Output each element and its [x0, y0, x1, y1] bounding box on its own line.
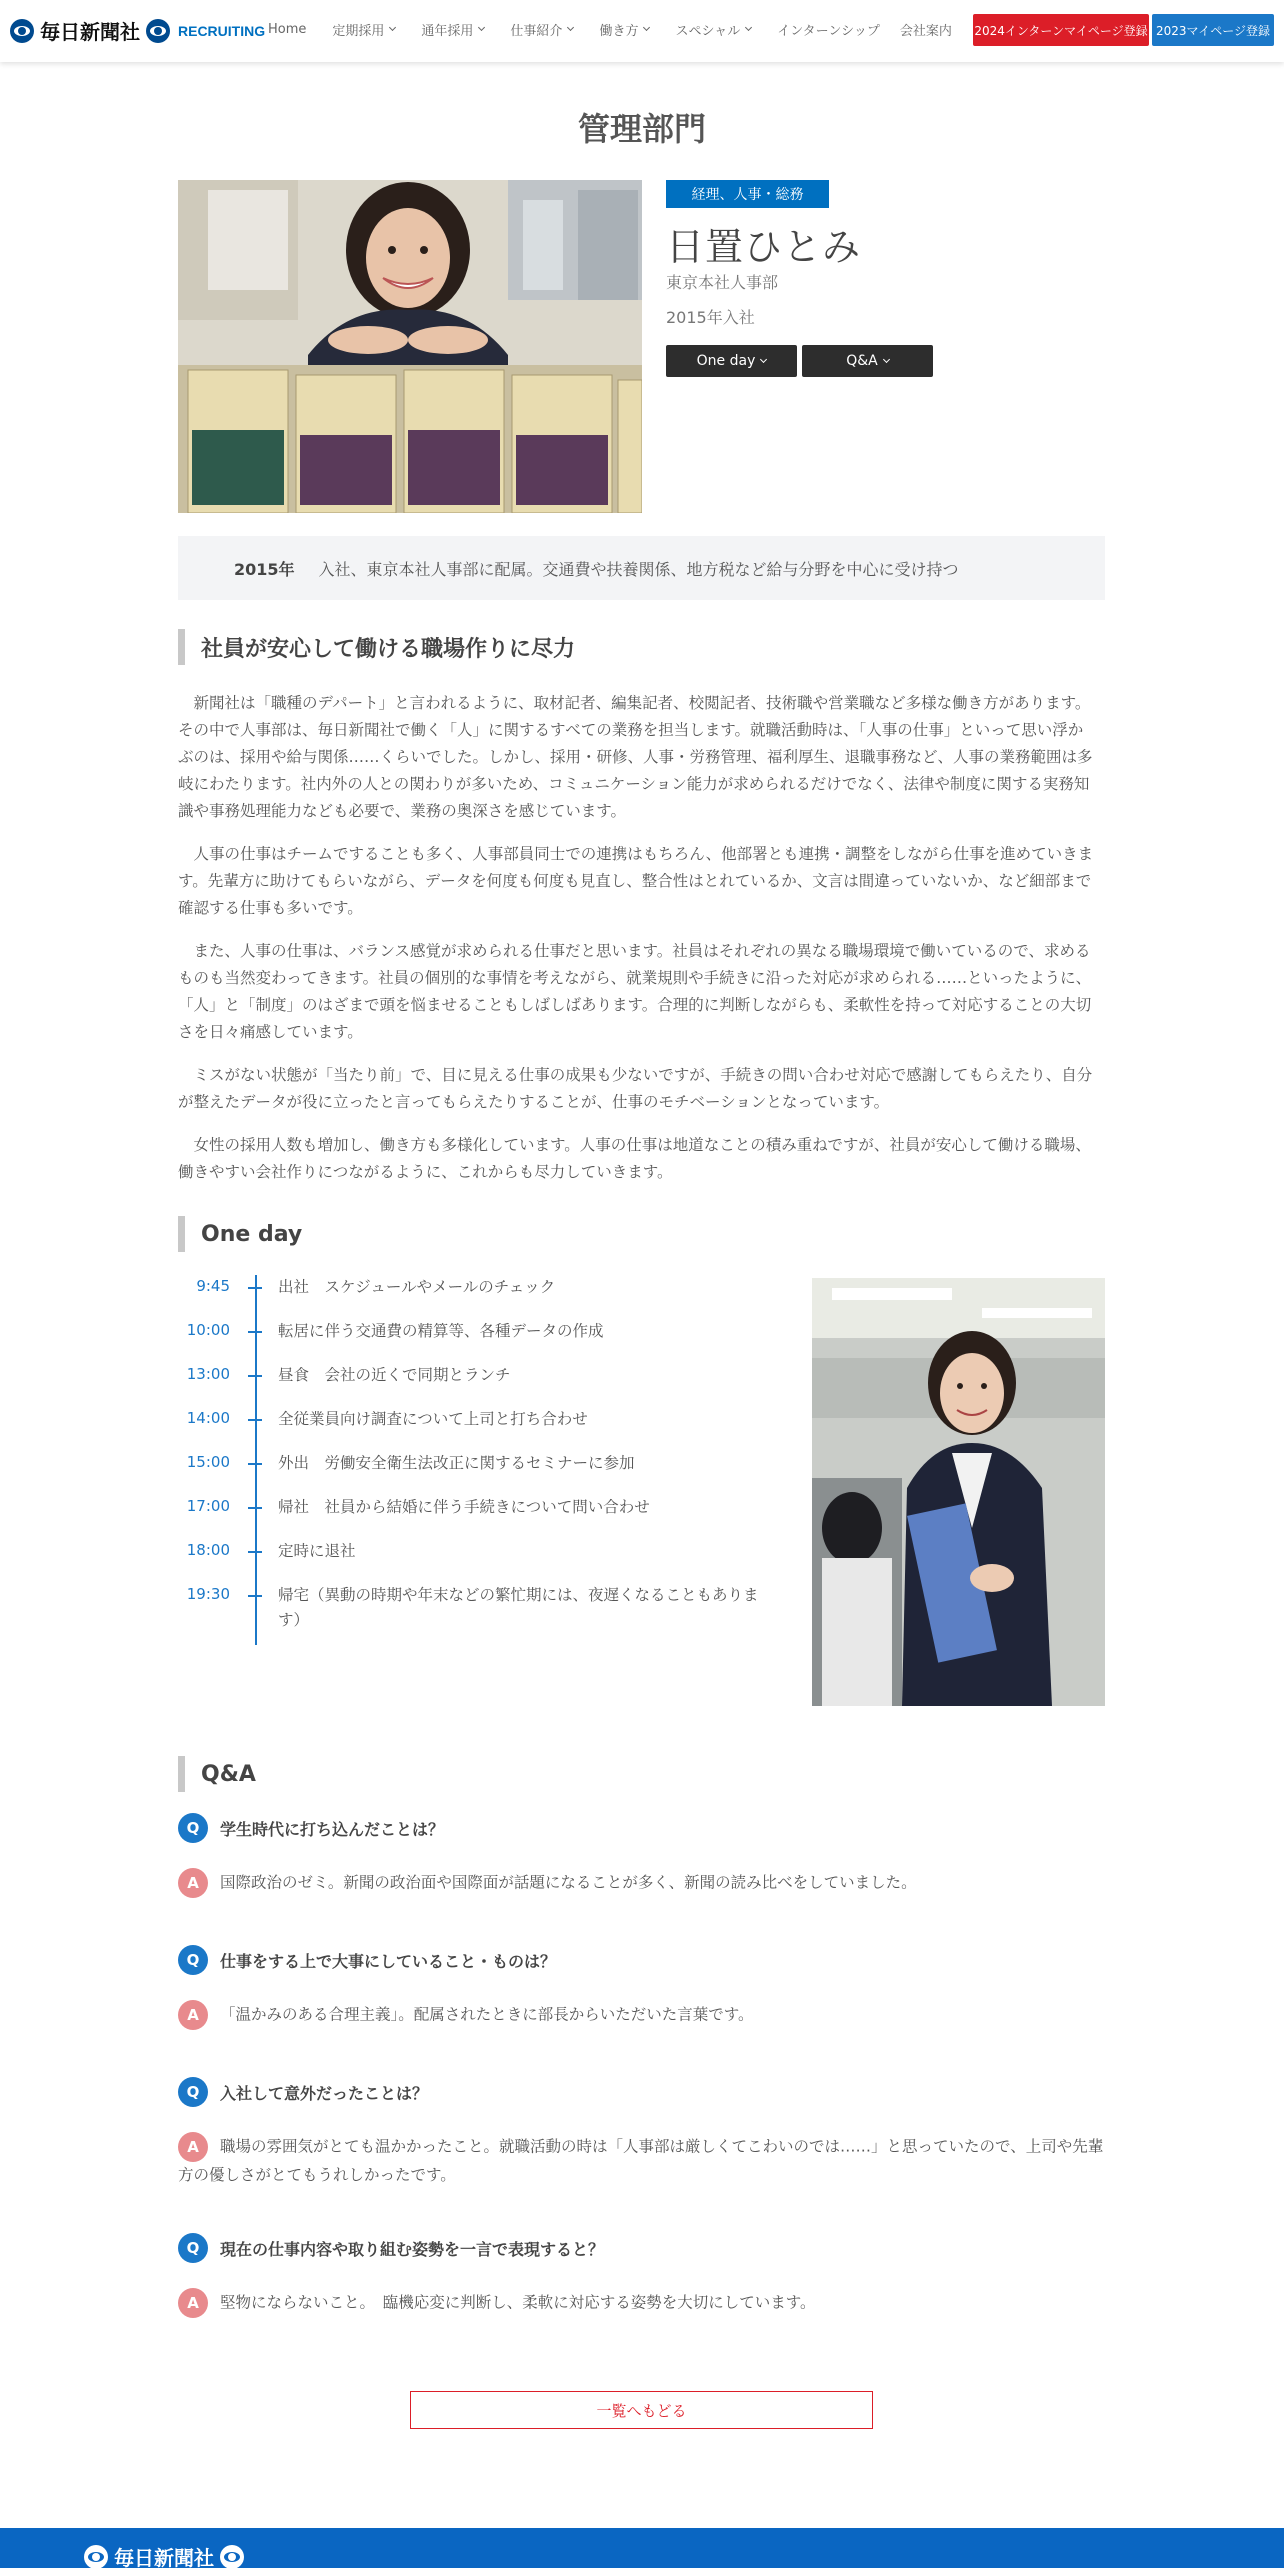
timeline-tick	[248, 1375, 262, 1377]
timeline-time: 10:00	[186, 1321, 230, 1339]
button-label: Q&A	[846, 353, 878, 369]
timeline-item	[178, 1363, 778, 1388]
employee-portrait-photo	[178, 180, 642, 513]
question-text: 仕事をする上で大事にしていること・ものは？	[220, 1951, 557, 1971]
history-year: 2015年	[234, 559, 295, 579]
timeline-tick	[248, 1463, 262, 1465]
question-q-icon: Q	[178, 1945, 208, 1975]
nav-label: 定期採用	[332, 24, 385, 39]
answer-a-icon: A	[178, 2288, 208, 2318]
qa-answer	[178, 2000, 1105, 2030]
nav-label: スペシャル	[675, 24, 741, 39]
nav-label: 働き方	[599, 24, 639, 39]
timeline-text: 全従業員向け調査について上司と打ち合わせ	[278, 1410, 588, 1428]
back-to-list-button[interactable]: 一覧へもどる	[410, 2391, 873, 2429]
nav-label: 仕事紹介	[510, 24, 563, 39]
timeline-time: 13:00	[186, 1365, 230, 1383]
logo-text: 毎日新聞社	[40, 20, 140, 44]
history-text: 入社、東京本社人事部に配属。交通費や扶養関係、地方税など給与分野を中心に受け持つ	[318, 559, 959, 579]
oneday-jump-button[interactable]	[666, 345, 797, 377]
oneday-heading: One day	[178, 1216, 302, 1252]
nav-year-round-hiring[interactable]	[421, 20, 484, 39]
qa-answer	[178, 2288, 1105, 2318]
answer-text: 「温かみのある合理主義」。配属されたときに部長からいただいた言葉です。	[220, 2005, 754, 2024]
timeline-text: 定時に退社	[278, 1542, 356, 1560]
answer-a-icon: A	[178, 1868, 208, 1898]
chevron-down-icon	[745, 24, 752, 31]
question-q-icon: Q	[178, 2077, 208, 2107]
nav-job-intro[interactable]	[510, 20, 573, 39]
timeline-tick	[248, 1595, 262, 1597]
timeline-item	[178, 1275, 778, 1300]
department-badge: 経理、人事・総務	[666, 180, 829, 208]
nav-label: 会社案内	[899, 24, 952, 39]
answer-a-icon: A	[178, 2132, 208, 2162]
timeline-time: 18:00	[186, 1541, 230, 1559]
recruiting-logo-icon	[146, 19, 170, 43]
nav-special[interactable]	[675, 20, 751, 39]
answer-text: 国際政治のゼミ。新聞の政治面や国際面が話題になることが多く、新聞の読み比べをしていました。	[220, 1873, 917, 1892]
qa-question	[178, 2077, 428, 2107]
footer-logo-mark-icon	[220, 2545, 244, 2568]
timeline-text: 出社 スケジュールやメールのチェック	[278, 1278, 556, 1296]
timeline-item	[178, 1319, 778, 1344]
timeline-time: 17:00	[186, 1497, 230, 1515]
article-body	[178, 690, 1094, 1202]
nav-label: 通年採用	[421, 24, 474, 39]
article-paragraph: 新聞社は「職種のデパート」と言われるように、取材記者、編集記者、校閲記者、技術職や営業職など多様な働き方があります。その中で人事部は、毎日新聞社で働く「人」に関するすべての業務を担当します。就職活動時は、「人事の仕事」といって思い浮かぶのは、採用や給与関係……くらいでした。しかし、採用・研修、人事・労務管理、福利厚生、退職事務など、人事の業務範囲は多岐にわたります。社内外の人との関わりが多いため、コミュニケーション能力が求められるだけでなく、法律や制度に関する実務知識や事務処理能力なども必要で、業務の奥深さを感じています。	[178, 694, 1093, 820]
question-text: 学生時代に打ち込んだことは？	[220, 1819, 445, 1839]
main-nav	[268, 20, 952, 39]
mypage-2023-button[interactable]: 2023マイページ登録	[1152, 14, 1274, 46]
article-paragraph: 人事の仕事はチームですることも多く、人事部員同士での連携はもちろん、他部署とも連携・調整をしながら仕事を進めていきます。先輩方に助けてもらいながら、データを何度も何度も見直し、整合性はとれているか、文言は間違っていないか、など細部まで確認する仕事も多いです。	[178, 845, 1094, 917]
timeline-text: 外出 労働安全衛生法改正に関するセミナーに参加	[278, 1454, 635, 1472]
qa-question	[178, 1945, 556, 1975]
employee-office: 東京本社人事部	[666, 273, 779, 292]
logo-subtitle: RECRUITING	[178, 22, 266, 39]
intern-mypage-2024-button[interactable]: 2024インターンマイページ登録	[973, 14, 1149, 46]
timeline-time: 19:30	[186, 1585, 230, 1603]
site-logo[interactable]	[10, 16, 265, 45]
page-title: 管理部門	[577, 110, 706, 148]
answer-text: 堅物にならないこと。 臨機応変に判断し、柔軟に対応する姿勢を大切にしています。	[220, 2293, 816, 2312]
mainichi-logo-icon	[10, 19, 34, 43]
timeline-time: 15:00	[186, 1453, 230, 1471]
chevron-down-icon	[883, 355, 890, 362]
article-paragraph: また、人事の仕事は、バランス感覚が求められる仕事だと思います。社員はそれぞれの異なる職場環境で働いているので、求めるものも当然変わってきます。社員の個別的な事情を考えながら、就業規則や手続きに沿った対応が求められる……といったように、「人」と「制度」のはざまで頭を悩ませることもしばしばあります。合理的に判断しながらも、柔軟性を持って対応することの大切さを日々痛感しています。	[178, 942, 1092, 1041]
timeline-tick	[248, 1551, 262, 1553]
site-header	[0, 0, 1284, 62]
site-footer	[0, 2528, 1284, 2568]
question-q-icon: Q	[178, 2233, 208, 2263]
article-paragraph: 女性の採用人数も増加し、働き方も多様化しています。人事の仕事は地道なことの積み重ねですが、社員が安心して働ける職場、働きやすい会社作りにつながるように、これからも尽力していきます。	[178, 1136, 1091, 1181]
answer-a-icon: A	[178, 2000, 208, 2030]
timeline-text: 帰社 社員から結婚に伴う手続きについて問い合わせ	[278, 1498, 650, 1516]
timeline-text: 昼食 会社の近くで同期とランチ	[278, 1366, 511, 1384]
timeline-tick	[248, 1287, 262, 1289]
qa-question	[178, 1813, 444, 1843]
timeline-item	[178, 1407, 778, 1432]
chevron-down-icon	[760, 355, 767, 362]
timeline-time: 9:45	[196, 1277, 230, 1295]
qa-answer	[178, 2132, 1105, 2189]
employee-office-photo	[812, 1278, 1105, 1706]
section-heading: 社員が安心して働ける職場作りに尽力	[178, 629, 575, 665]
question-q-icon: Q	[178, 1813, 208, 1843]
chevron-down-icon	[643, 24, 650, 31]
qa-answer	[178, 1868, 1105, 1898]
nav-internship[interactable]	[777, 20, 880, 39]
nav-regular-hiring[interactable]	[332, 20, 395, 39]
article-paragraph: ミスがない状態が「当たり前」で、目に見える仕事の成果も少ないですが、手続きの問い合わせ対応で感謝してもらえたり、自分が整えたデータが役に立ったと言ってもらえたりすることが、仕事のモチベーションとなっています。	[178, 1066, 1093, 1111]
nav-work-style[interactable]	[599, 20, 649, 39]
qa-jump-button[interactable]	[802, 345, 933, 377]
timeline-item	[178, 1583, 778, 1633]
question-text: 現在の仕事内容や取り組む姿勢を一言で表現すると？	[220, 2239, 605, 2259]
timeline-item	[178, 1539, 778, 1564]
footer-logo[interactable]	[84, 2542, 244, 2568]
footer-logo-text: 毎日新聞社	[114, 2546, 214, 2568]
employee-name: 日置ひとみ	[666, 225, 862, 269]
career-history	[178, 536, 1105, 600]
qa-question	[178, 2233, 604, 2263]
question-text: 入社して意外だったことは？	[220, 2083, 429, 2103]
timeline-item	[178, 1495, 778, 1520]
timeline-item	[178, 1451, 778, 1476]
timeline-tick	[248, 1507, 262, 1509]
chevron-down-icon	[478, 24, 485, 31]
employee-joined-year: 2015年入社	[666, 308, 755, 327]
timeline-text: 転居に伴う交通費の精算等、各種データの作成	[278, 1322, 604, 1340]
chevron-down-icon	[389, 24, 396, 31]
timeline-time: 14:00	[186, 1409, 230, 1427]
timeline-text: 帰宅（異動の時期や年末などの繁忙期には、夜遅くなることもあります）	[278, 1586, 759, 1629]
nav-label: Home	[268, 22, 307, 37]
nav-home[interactable]	[268, 20, 306, 39]
nav-label: インターンシップ	[777, 24, 880, 39]
timeline-tick	[248, 1331, 262, 1333]
mainichi-logo-icon	[84, 2545, 108, 2568]
button-label: One day	[696, 353, 756, 369]
answer-text: 職場の雰囲気がとても温かかったこと。就職活動の時は「人事部は厳しくてこわいのでは……」と思っていたので、上司や先輩方の優しさがとてもうれしかったです。	[178, 2137, 1104, 2184]
qa-heading: Q&A	[178, 1756, 256, 1792]
timeline-tick	[248, 1419, 262, 1421]
nav-company[interactable]	[900, 20, 952, 39]
chevron-down-icon	[567, 24, 574, 31]
